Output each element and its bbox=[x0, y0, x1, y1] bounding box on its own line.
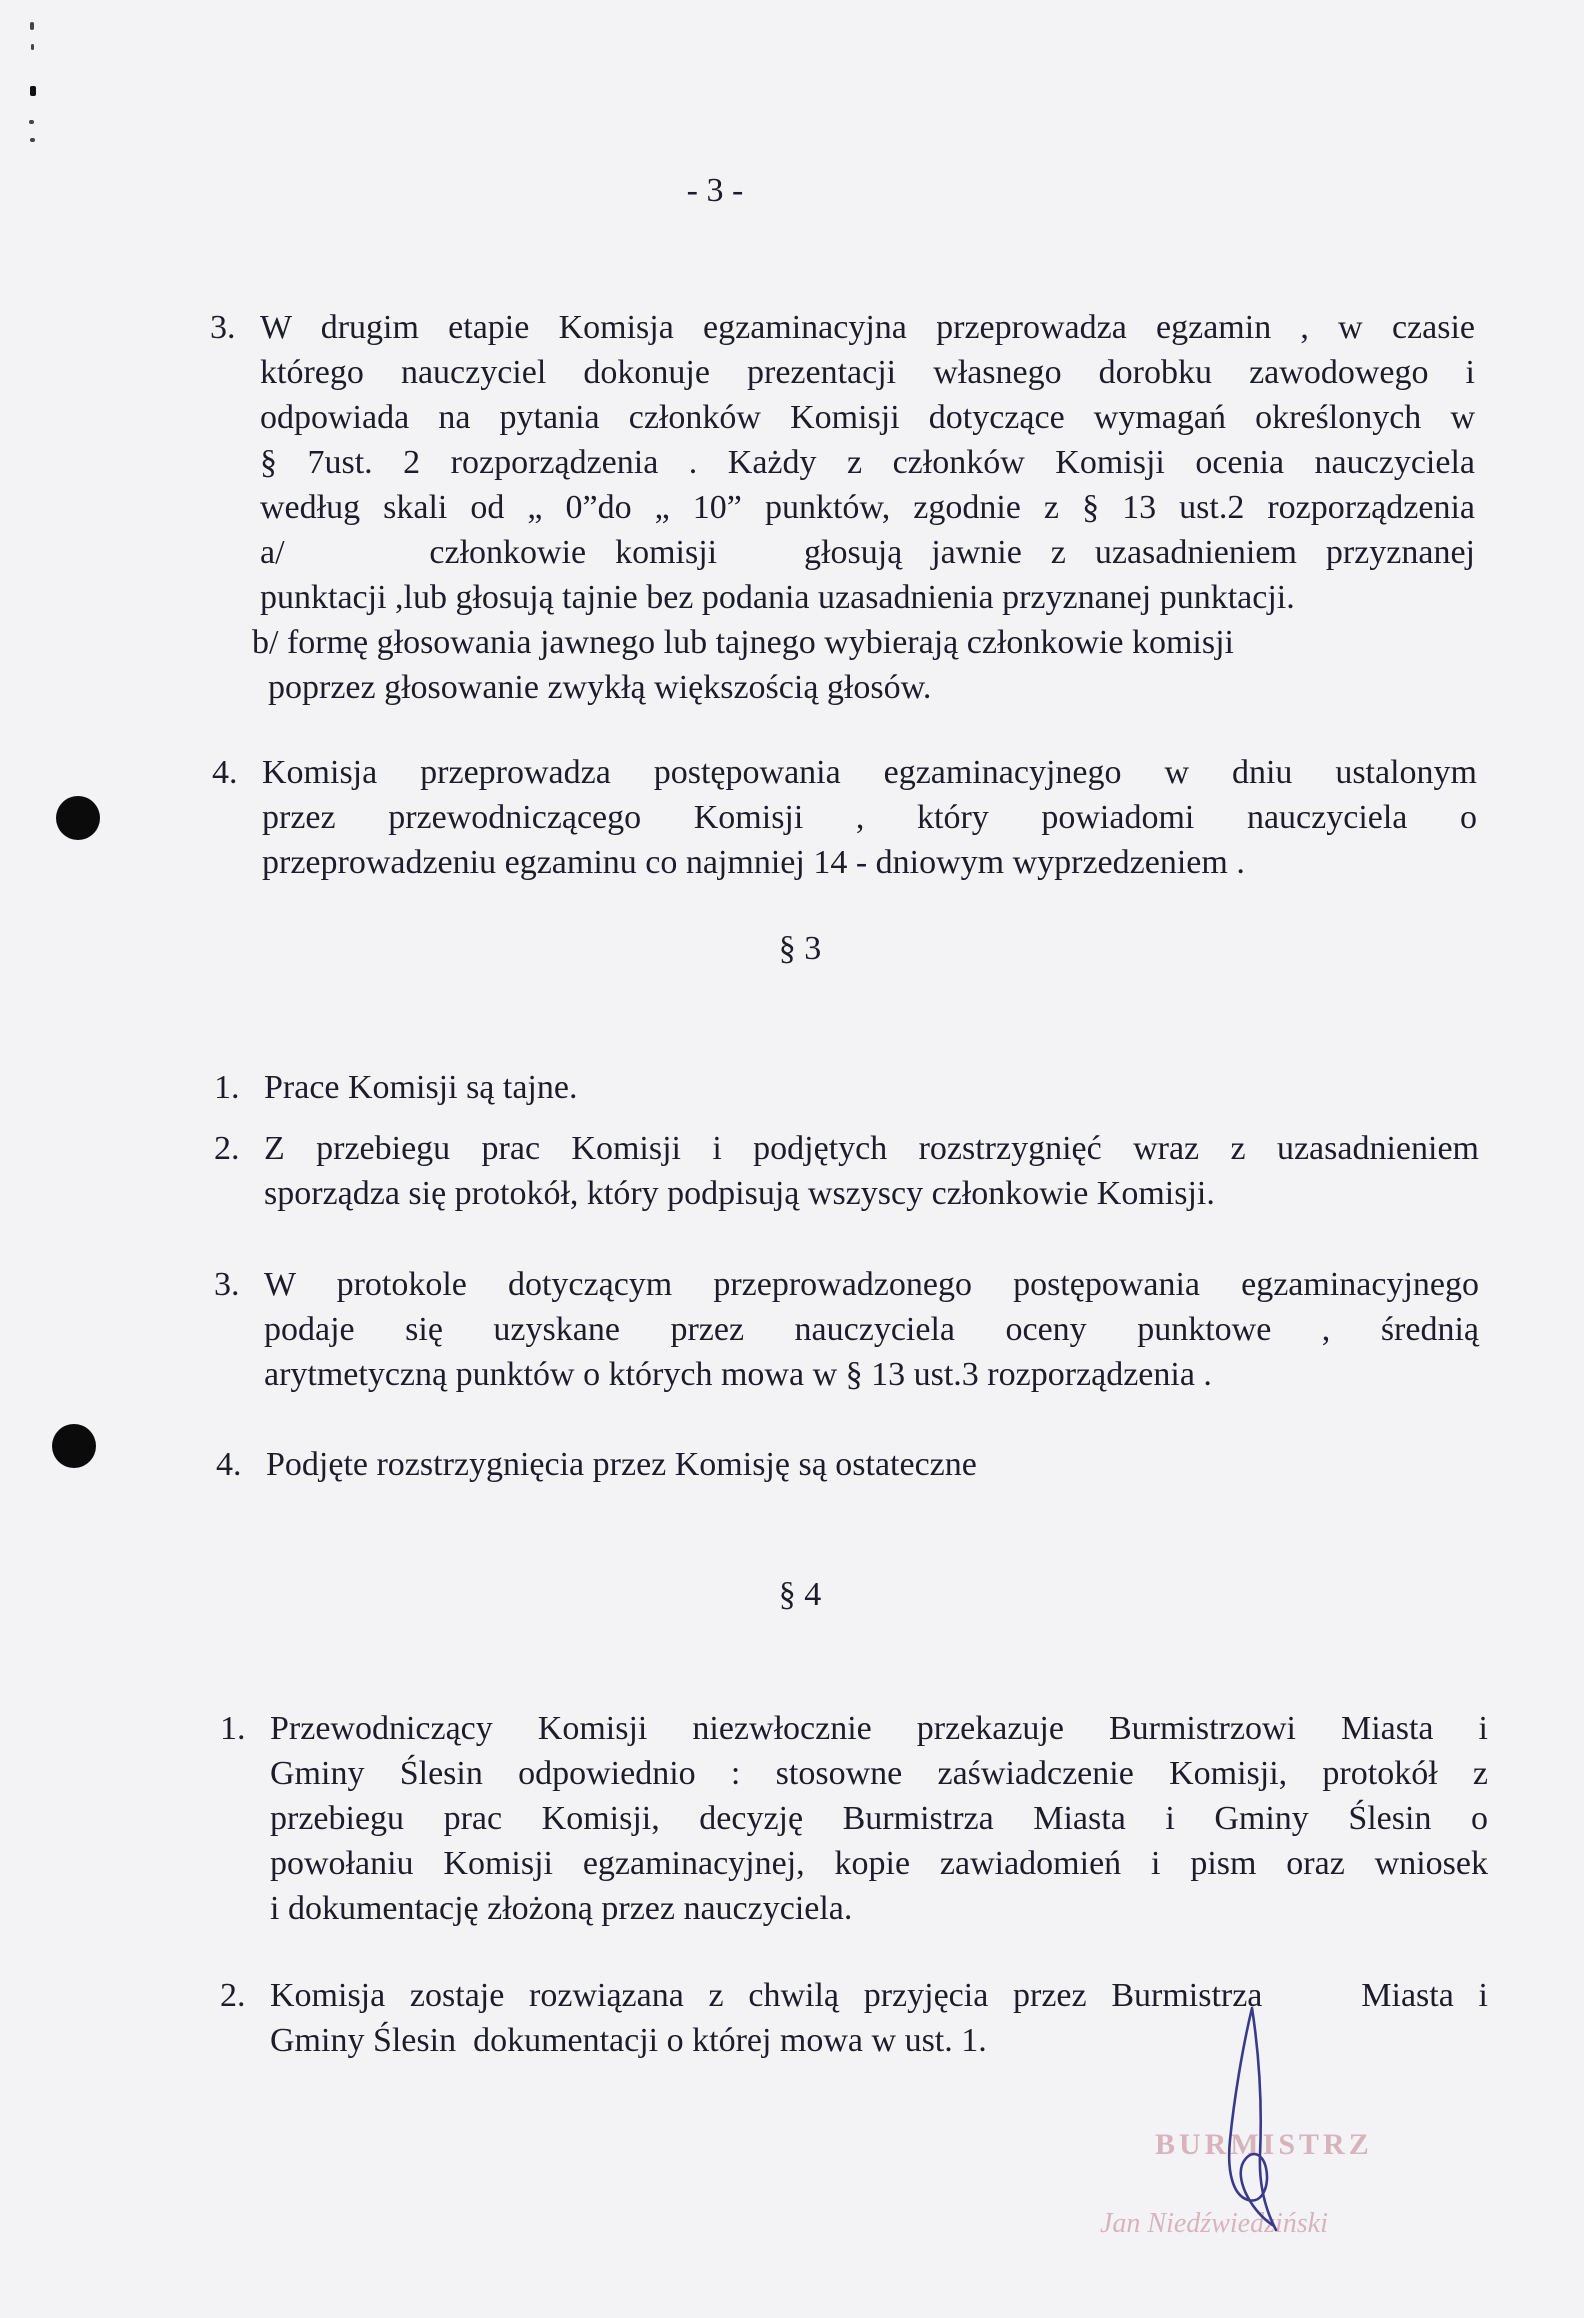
item-number: 2. bbox=[214, 1130, 240, 1167]
text-line: przeprowadzeniu egzaminu co najmniej 14 - dniowym wyprzedzeniem . bbox=[262, 844, 1245, 881]
sub-item-b-line: poprzez głosowanie zwykłą większością głosów. bbox=[268, 669, 932, 706]
signature-mark bbox=[1190, 1990, 1310, 2240]
item-text bbox=[264, 1126, 1479, 1216]
text-line: według skali od „ 0”do „ 10” punktów, zgodnie z § 13 ust.2 rozporządzenia bbox=[260, 489, 1475, 526]
text-line: Gminy Ślesin odpowiednio : stosowne zaświadczenie Komisji, protokół z bbox=[270, 1755, 1488, 1792]
stamp-name: Jan Niedźwiedziński bbox=[1100, 2208, 1328, 2239]
text-line: arytmetyczną punktów o których mowa w § 13 ust.3 rozporządzenia . bbox=[264, 1356, 1212, 1393]
item-text bbox=[260, 305, 1475, 620]
text-line: Przewodniczący Komisji niezwłocznie przekazuje Burmistrzowi Miasta i bbox=[270, 1710, 1488, 1747]
section-title: § 3 bbox=[778, 930, 822, 967]
stamp-title: BURMISTRZ bbox=[1155, 2128, 1373, 2161]
scan-edge-mark bbox=[30, 138, 35, 142]
scan-edge-mark bbox=[30, 86, 36, 96]
text-line: odpowiada na pytania członków Komisji dotyczące wymagań określonych w bbox=[260, 399, 1475, 436]
item-number: 4. bbox=[216, 1446, 242, 1483]
text-line: sporządza się protokół, który podpisują wszyscy członkowie Komisji. bbox=[264, 1175, 1215, 1212]
text-line: Komisja przeprowadza postępowania egzaminacyjnego w dniu ustalonym bbox=[262, 754, 1477, 791]
sub-item-b-line: b/ formę głosowania jawnego lub tajnego wybierają członkowie komisji bbox=[252, 624, 1234, 661]
text-line: Prace Komisji są tajne. bbox=[264, 1069, 578, 1106]
item-text bbox=[266, 1442, 1481, 1487]
text-line: § 7ust. 2 rozporządzenia . Każdy z członków Komisji ocenia nauczyciela bbox=[260, 444, 1475, 481]
text-line: przebiegu prac Komisji, decyzję Burmistrza Miasta i Gminy Ślesin o bbox=[270, 1800, 1488, 1837]
text-line: Z przebiegu prac Komisji i podjętych rozstrzygnięć wraz z uzasadnieniem bbox=[264, 1130, 1479, 1167]
list-item bbox=[220, 1706, 1488, 1931]
item-number: 1. bbox=[220, 1710, 246, 1747]
punch-hole bbox=[56, 796, 100, 840]
item-text bbox=[270, 1706, 1488, 1931]
text-line: punktacji ,lub głosują tajnie bez podania uzasadnienia przyznanej punktacji. bbox=[260, 579, 1295, 616]
item-number: 4. bbox=[212, 754, 238, 791]
text-line: którego nauczyciel dokonuje prezentacji własnego dorobku zawodowego i bbox=[260, 354, 1475, 391]
list-item bbox=[212, 750, 1477, 885]
item-number: 2. bbox=[220, 1977, 246, 2014]
list-item bbox=[214, 1065, 1479, 1110]
item-number: 3. bbox=[210, 309, 236, 346]
list-item bbox=[214, 1126, 1479, 1216]
text-line: powołaniu Komisji egzaminacyjnej, kopie zawiadomień i pism oraz wniosek bbox=[270, 1845, 1488, 1882]
item-number: 1. bbox=[214, 1069, 240, 1106]
item-text bbox=[264, 1065, 1479, 1110]
punch-hole bbox=[52, 1424, 96, 1468]
text-line: W protokole dotyczącym przeprowadzonego postępowania egzaminacyjnego bbox=[264, 1266, 1479, 1303]
text-line: a/ członkowie komisji głosują jawnie z uzasadnieniem przyznanej bbox=[260, 534, 1475, 571]
text-line: i dokumentację złożoną przez nauczyciela. bbox=[270, 1890, 853, 1927]
item-text bbox=[264, 1262, 1479, 1397]
text-line: podaje się uzyskane przez nauczyciela oceny punktowe , średnią bbox=[264, 1311, 1479, 1348]
item-text bbox=[262, 750, 1477, 885]
section-title: § 4 bbox=[778, 1576, 822, 1613]
scan-edge-mark bbox=[30, 22, 34, 30]
scan-edge-mark bbox=[31, 44, 34, 50]
list-item bbox=[210, 305, 1475, 620]
page-number: - 3 - bbox=[686, 172, 744, 209]
text-line: przez przewodniczącego Komisji , który powiadomi nauczyciela o bbox=[262, 799, 1477, 836]
text-line: Podjęte rozstrzygnięcia przez Komisję są ostateczne bbox=[266, 1446, 977, 1483]
text-line: Komisja zostaje rozwiązana z chwilą przyjęcia przez Burmistrza Miasta i bbox=[270, 1977, 1488, 2014]
item-number: 3. bbox=[214, 1266, 240, 1303]
list-item bbox=[216, 1442, 1481, 1487]
scan-edge-mark bbox=[29, 120, 34, 124]
text-line: W drugim etapie Komisja egzaminacyjna przeprowadza egzamin , w czasie bbox=[260, 309, 1475, 346]
text-line: Gminy Ślesin dokumentacji o której mowa w ust. 1. bbox=[270, 2022, 987, 2059]
list-item bbox=[214, 1262, 1479, 1397]
